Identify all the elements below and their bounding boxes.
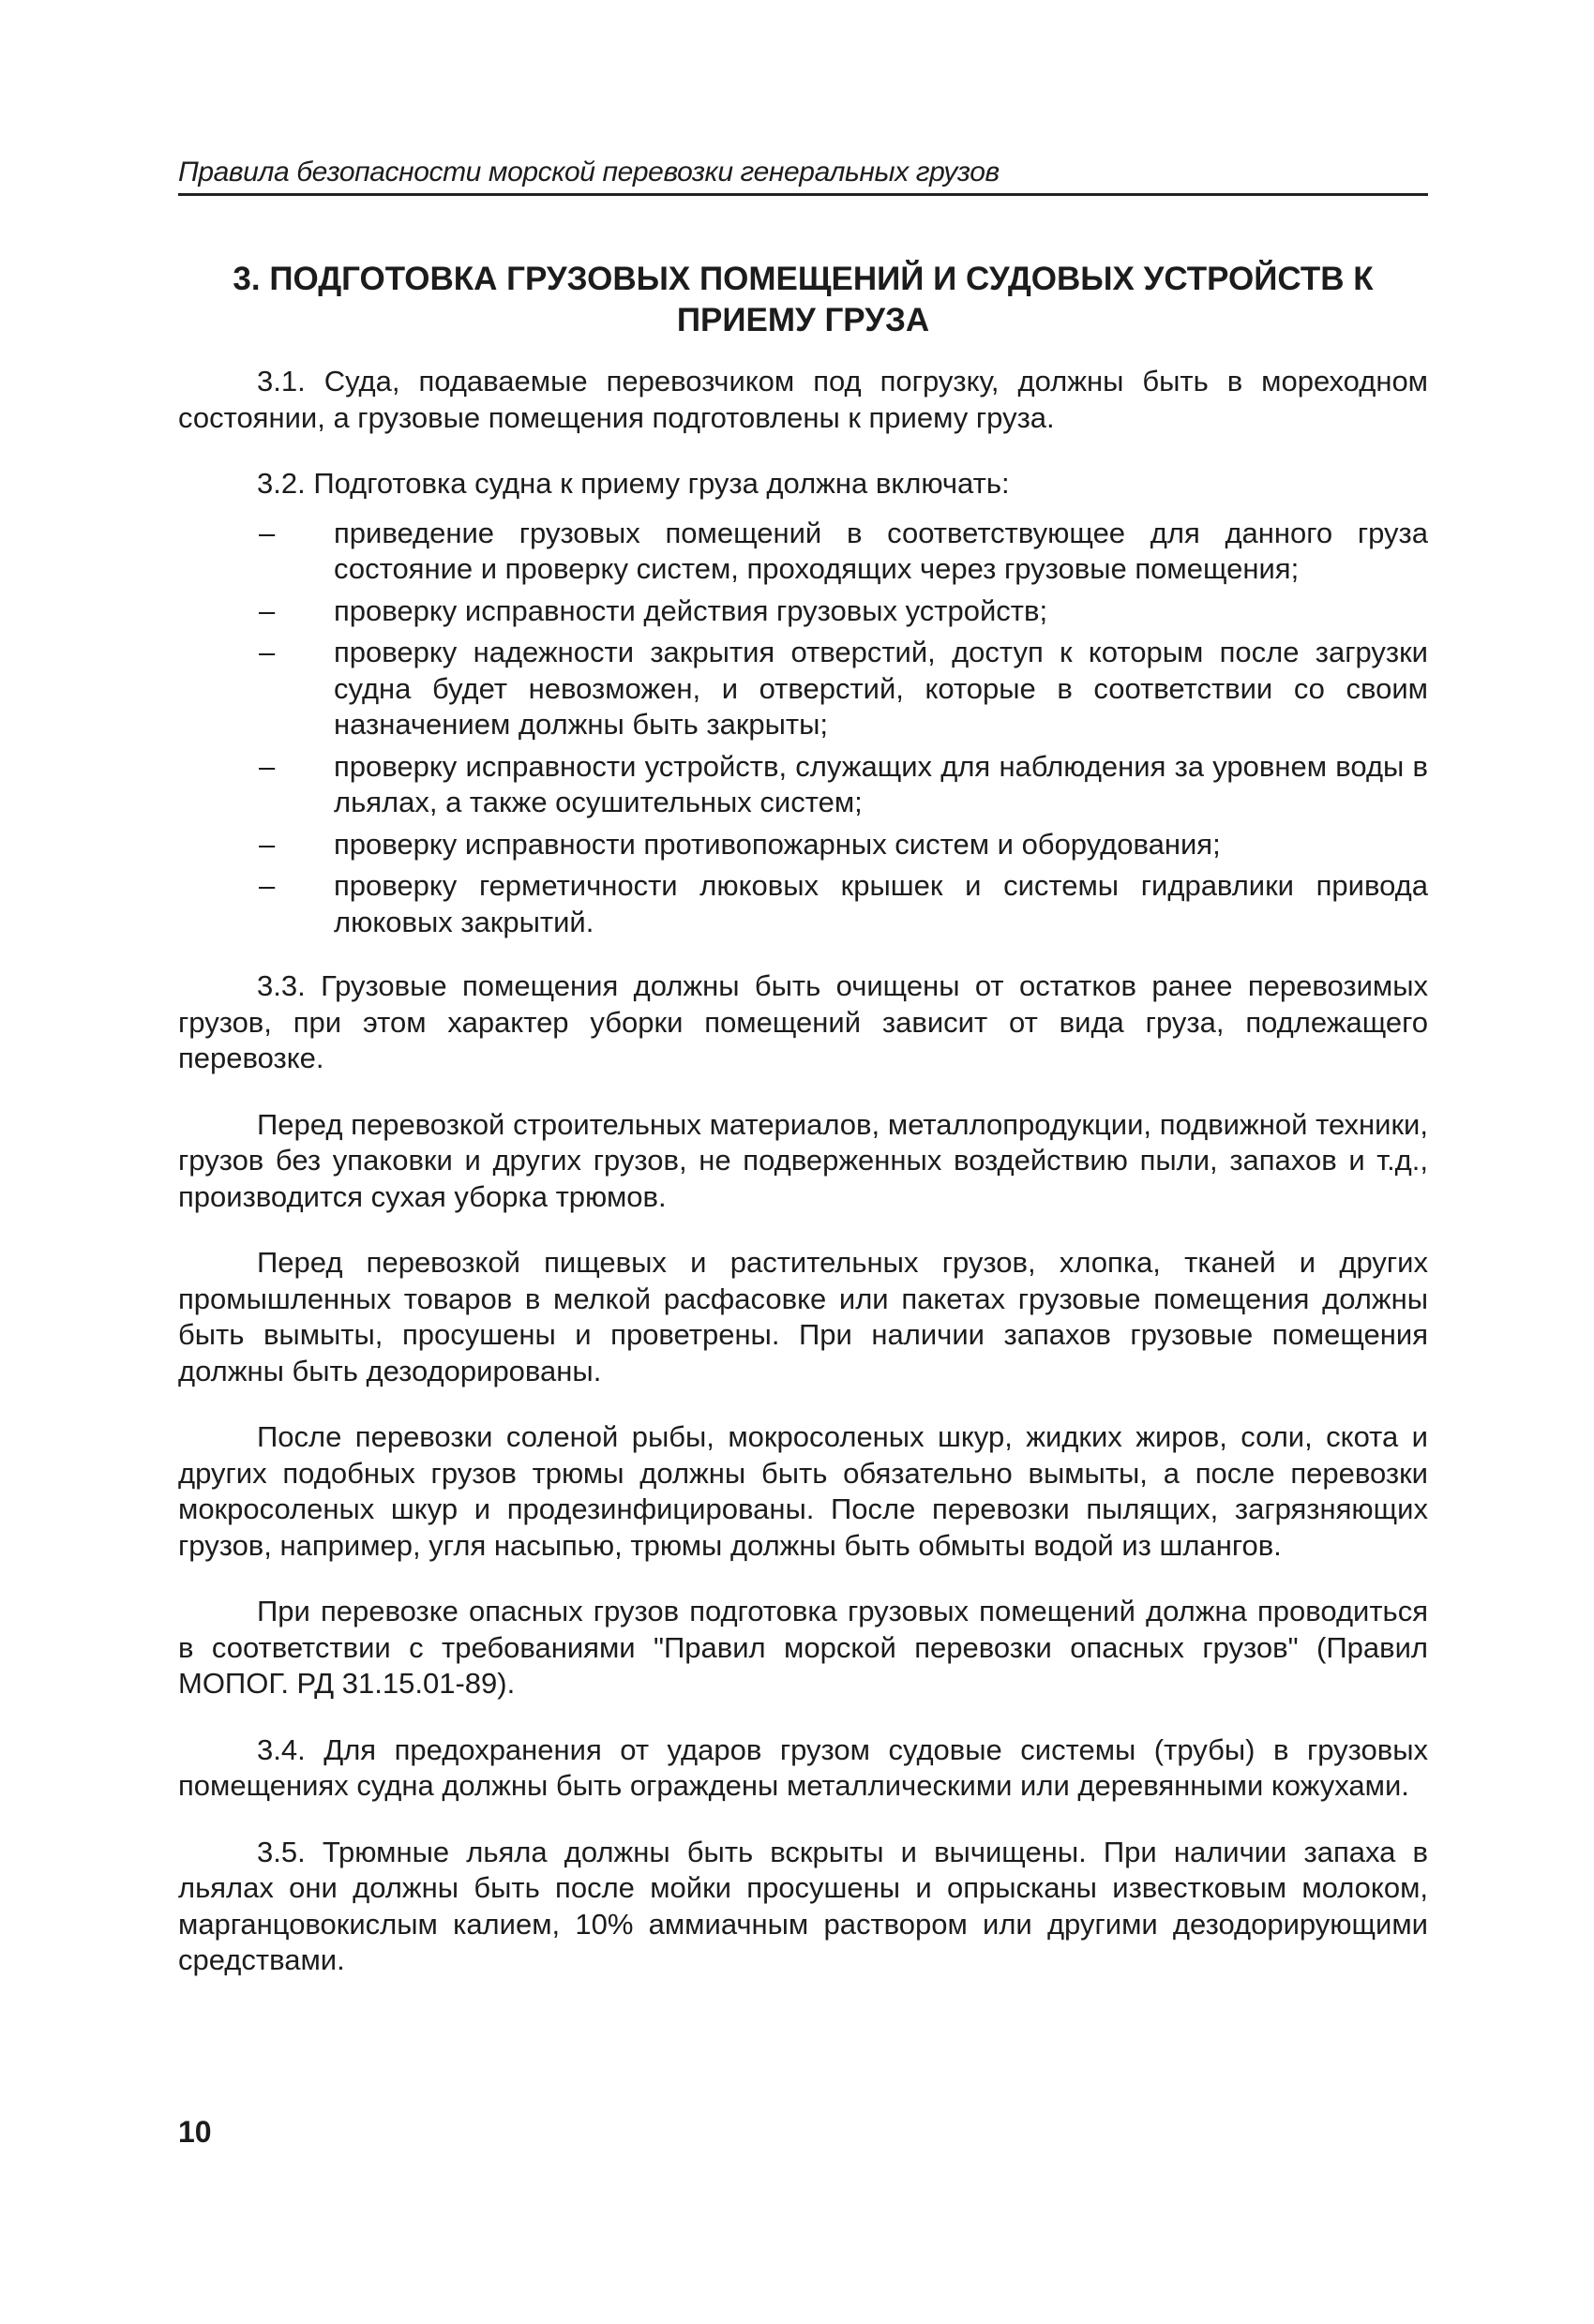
list-dash: – (259, 636, 276, 668)
list-item (178, 593, 1428, 630)
paragraph-3-4: 3.4. Для предохранения от ударов грузом судовые системы (трубы) в грузовых помещениях судна должны быть ограждены металлическими или деревянными кожухами. (178, 1732, 1428, 1802)
paragraph-3-3-dangerous-goods: При перевозке опасных грузов подготовка грузовых помещений должна проводиться в соответствии с требованиями "Правил морской перевозки опасных грузов" (Правил МОПОГ. РД 31.15.01-89). (178, 1595, 1428, 1700)
paragraph-3-5: 3.5. Трюмные льяла должны быть вскрыты и вычищены. При наличии запаха в льялах они должны быть после мойки просушены и опрысканы известковым молоком, марганцовокислым калием, 10% аммиачным раствором или другими дезодорирующими средствами. (178, 1835, 1428, 1976)
paragraph-3-3: 3.3. Грузовые помещения должны быть очищены от остатков ранее перевозимых грузов, при этом характер уборки помещений зависит от вида груза, подлежащего перевозке. (178, 969, 1428, 1074)
list-item (178, 516, 1428, 588)
paragraph-3-3-after-transport: После перевозки соленой рыбы, мокросоленых шкур, жидких жиров, соли, скота и других подобных грузов трюмы должны быть обязательно вымыты, а после перевозки мокросоленых шкур и продезинфицированы. После перевозки пылящих, загрязняющих грузов, например, угля насыпью, трюмы должны быть обмыты водой из шлангов. (178, 1420, 1428, 1562)
chapter-title: 3. ПОДГОТОВКА ГРУЗОВЫХ ПОМЕЩЕНИЙ И СУДОВЫХ УСТРОЙСТВ К ПРИЕМУ ГРУЗА (233, 261, 1374, 338)
list-dash: – (259, 593, 276, 627)
running-header: Правила безопасности морской перевозки генеральных грузов (178, 156, 1428, 196)
paragraph-3-2: 3.2. Подготовка судна к приему груза должна включать: (257, 467, 1010, 500)
list-dash: – (259, 869, 276, 902)
list-item-text: проверку исправности противопожарных систем и оборудования; (334, 827, 1221, 861)
list-item (178, 635, 1428, 743)
list-dash: – (259, 827, 276, 861)
list-item-text: приведение грузовых помещений в соответствующее для данного груза состояние и проверку систем, проходящих через грузовые помещения; (334, 516, 1428, 585)
list-item-text: проверку исправности устройств, служащих для наблюдения за уровнем воды в льялах, а также осушительных систем; (334, 749, 1428, 818)
list-item-text: проверку исправности действия грузовых устройств; (334, 593, 1048, 627)
list-dash: – (259, 749, 276, 783)
paragraph-3-3-dry-cleaning: Перед перевозкой строительных материалов, металлопродукции, подвижной техники, грузов без упаковки и других грузов, не подверженных воздействию пыли, запахов и т.д., производится сухая уборка трюмов. (178, 1107, 1428, 1213)
list-item-text: проверку надежности закрытия отверстий, доступ к которым после загрузки судна будет невозможен, и отверстий, которые в соответствии со своим назначением должны быть закрыты; (334, 636, 1428, 741)
requirements-list (178, 516, 1428, 941)
page-number: 10 (178, 2115, 212, 2149)
list-item (178, 827, 1428, 863)
paragraph-3-3-washing: Перед перевозкой пищевых и растительных грузов, хлопка, тканей и других промышленных товаров в мелкой расфасовке или пакетах грузовые помещения должны быть вымыты, просушены и проветрены. При наличии запахов грузовые помещения должны быть дезодорированы. (178, 1246, 1428, 1387)
list-dash: – (259, 516, 276, 549)
body-text (178, 364, 1428, 2009)
paragraph-3-1: 3.1. Суда, подаваемые перевозчиком под погрузку, должны быть в мореходном состоянии, а грузовые помещения подготовлены к приему груза. (178, 365, 1428, 434)
list-item (178, 868, 1428, 940)
list-item-text: проверку герметичности люковых крышек и системы гидравлики привода люковых закрытий. (334, 869, 1428, 938)
list-item (178, 749, 1428, 821)
